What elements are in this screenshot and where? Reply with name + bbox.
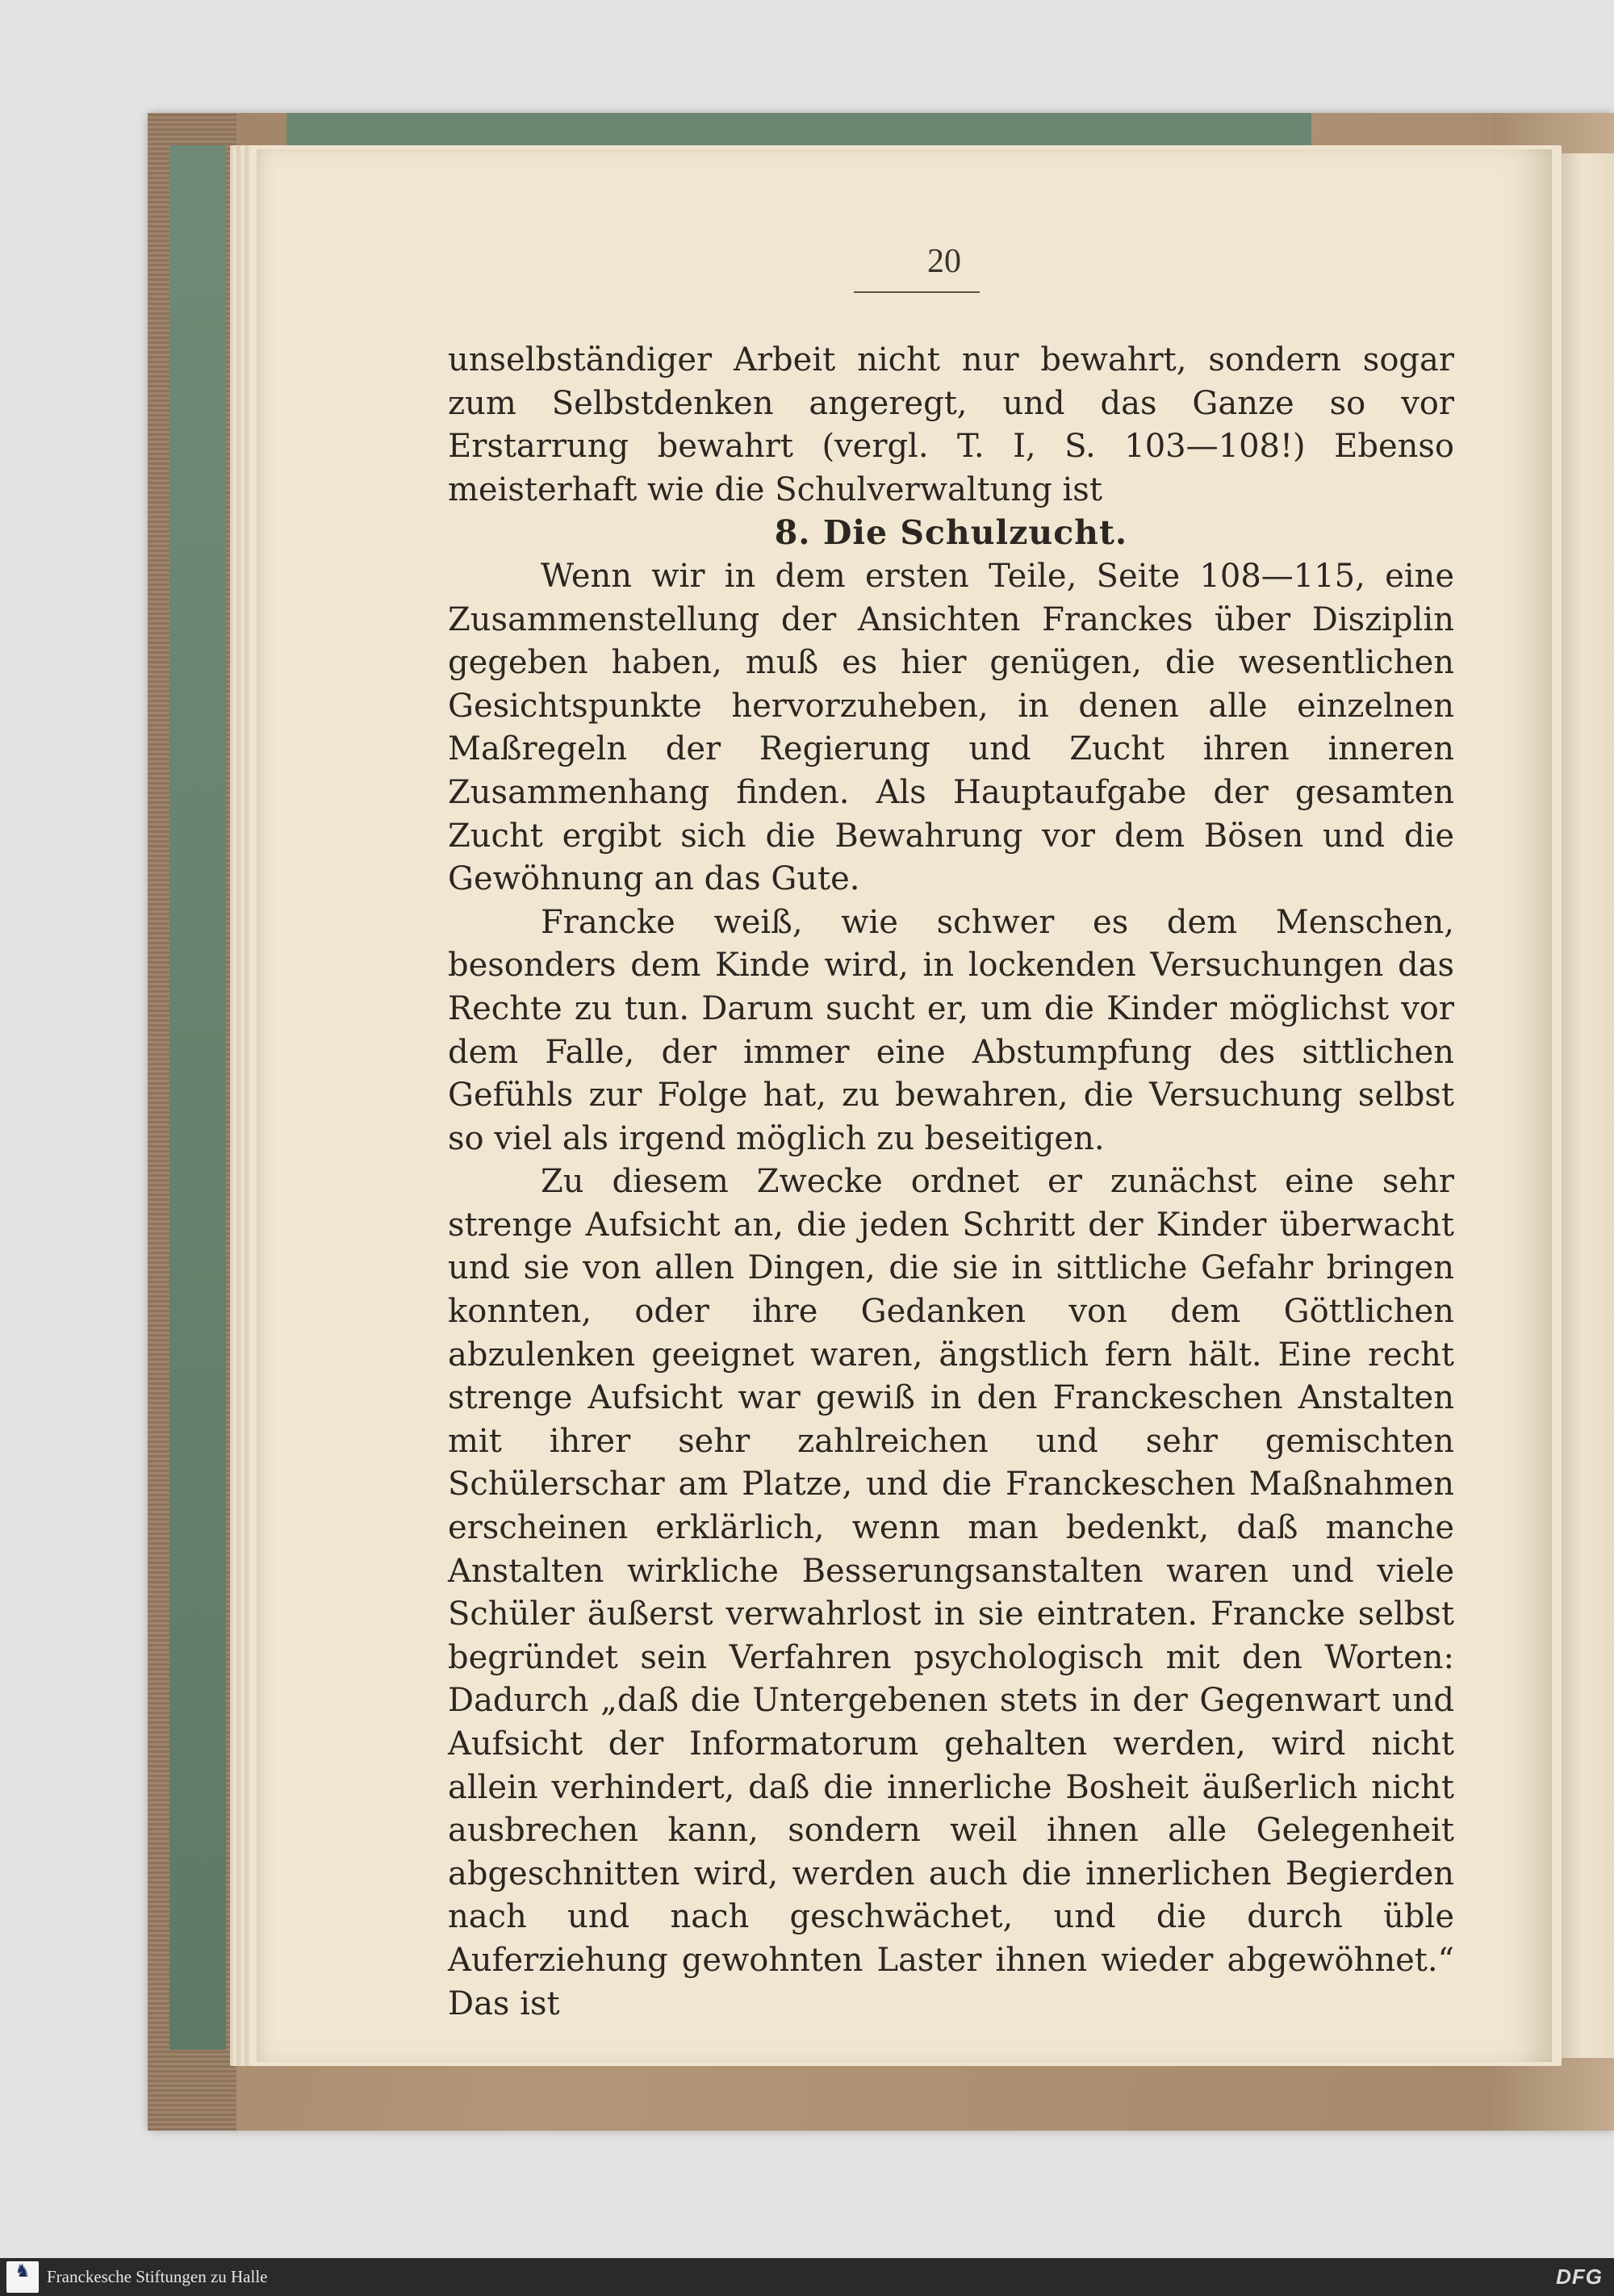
- viewer-footer: [0, 2258, 1614, 2296]
- paragraph: Wenn wir in dem ersten Teile, Seite 108—115, eine Zusammenstellung der Ansichten Franckes über Disziplin gegeben haben, muß es hier genügen, die wesentlichen Gesichtspunkte hervorzuheben, in denen alle einzelnen Maßregeln der Regierung und Zucht ihren inneren Zusammenhang finden. Als Hauptaufgabe der gesamten Zucht ergibt sich die Bewahrung vor dem Bösen und die Gewöhnung an das Gute.: [448, 557, 1454, 898]
- dfg-logo: DFG: [1556, 2265, 1603, 2289]
- page-body-text: [448, 339, 1454, 2026]
- page-number: 20: [927, 243, 961, 280]
- paragraph-continued: unselbständiger Arbeit nicht nur bewahrt, sondern sogar zum Selbstdenken angeregt, und das Ganze so vor Erstarrung bewahrt (vergl. T. I, S. 103—108!) Ebenso meisterhaft wie die Schulverwaltung ist: [448, 341, 1454, 508]
- endpaper-top-strip: [286, 113, 1311, 145]
- endpaper-left-strip: [169, 145, 226, 2050]
- paragraph: Francke weiß, wie schwer es dem Menschen, besonders dem Kinde wird, in lockenden Versuchungen das Rechte zu tun. Darum sucht er, um die Kinder möglichst vor dem Falle, der immer eine Abstumpfung des sittlichen Gefühls zur Folge hat, zu bewahren, die Versuchung selbst so viel als irgend möglich zu beseitigen.: [448, 903, 1454, 1157]
- eagle-emblem-icon: ♞: [6, 2261, 39, 2293]
- page-number-rule: [854, 291, 980, 293]
- section-heading: 8. Die Schulzucht.: [774, 513, 1128, 553]
- next-page-edge: [1562, 153, 1614, 2058]
- paragraph: Zu diesem Zwecke ordnet er zunächst eine sehr strenge Aufsicht an, die jeden Schritt der Kinder überwacht und sie von allen Dingen, die sie in sittliche Gefahr bringen konnten, oder ihre Gedanken von dem Göttlichen abzulenken geeignet waren, ängstlich fern hält. Eine recht strenge Aufsicht war gewiß in den Franckeschen Anstalten mit ihrer sehr zahlreichen und sehr gemischten Schülerschar am Platze, und die Franckeschen Maßnahmen erscheinen erklärlich, wenn man bedenkt, daß manche Anstalten wirkliche Besserungsanstalten waren und viele Schüler äußerst verwahrlost in sie eintraten. Francke selbst begründet sein Verfahren psychologisch mit den Worten: Dadurch „daß die Untergebenen stets in der Gegenwart und Aufsicht der Informatorum gehalten werden, wird nicht allein verhindert, daß die innerliche Bosheit äußerlich nicht ausbrechen kann, sondern weil ihnen alle Gelegenheit abgeschnitten wird, werden auch die innerlichen Begierden nach und nach geschwächet, und die durch üble Auferziehung gewohnten Laster ihnen wieder abgewöhnet.“ Das ist: [448, 1163, 1454, 2022]
- institution-name: Franckesche Stiftungen zu Halle: [47, 2267, 268, 2286]
